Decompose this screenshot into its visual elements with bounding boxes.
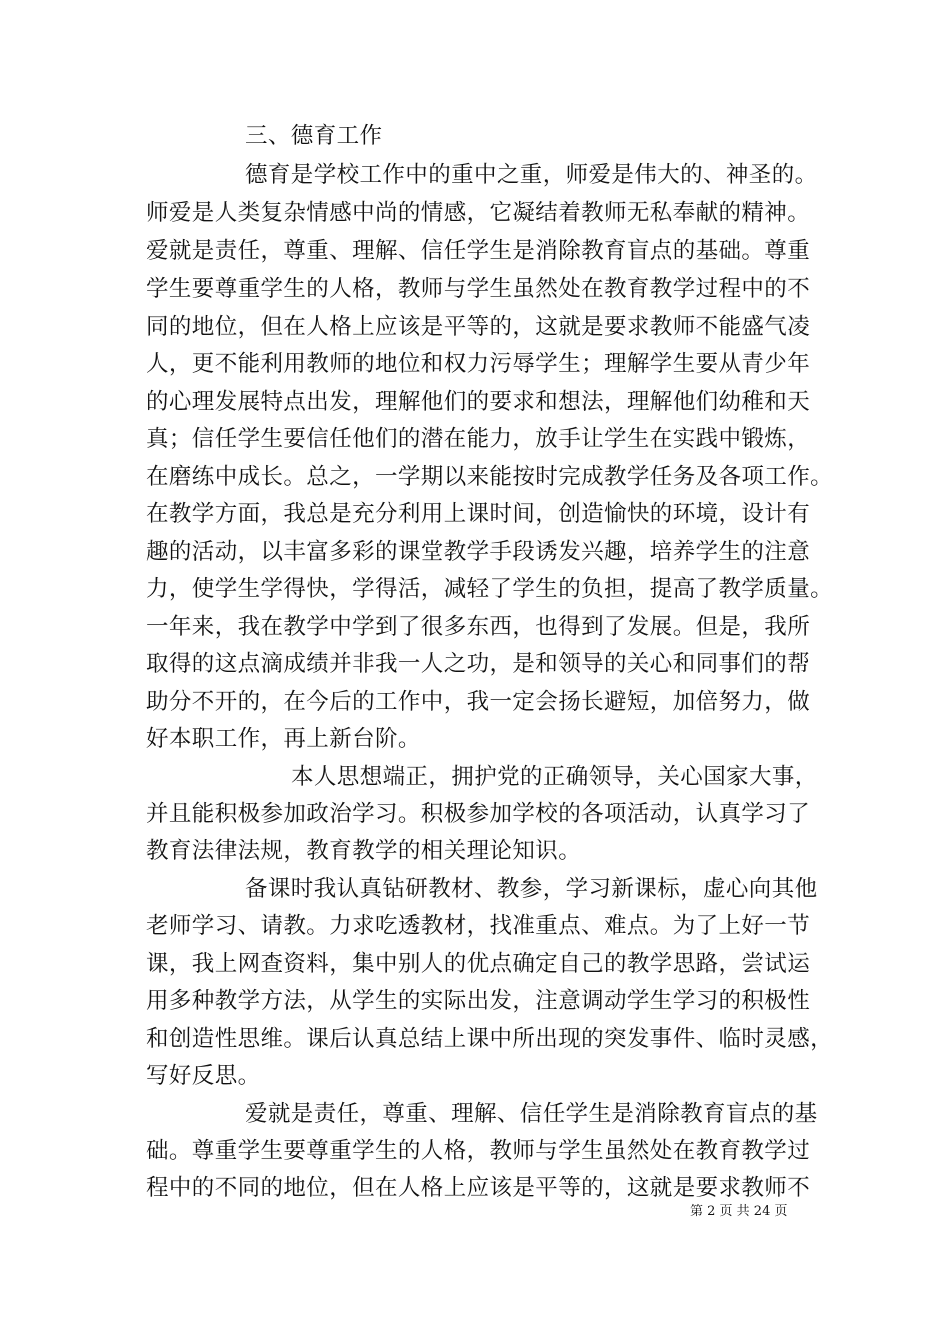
- paragraph-line: 教育法律法规，教育教学的相关理论知识。: [146, 838, 582, 864]
- paragraph-line: 同的地位，但在人格上应该是平等的，这就是要求教师不能盛气凌: [146, 314, 811, 340]
- paragraph-line: 在教学方面，我总是充分利用上课时间，创造愉快的环境，设计有: [146, 501, 811, 527]
- paragraph-line: 师爱是人类复杂情感中尚的情感，它凝结着教师无私奉献的精神。: [146, 200, 811, 226]
- paragraph-line: 老师学习、请教。力求吃透教材，找准重点、难点。为了上好一节: [146, 913, 811, 939]
- paragraph-line: 爱就是责任，尊重、理解、信任学生是消除教育盲点的基础。尊重: [146, 238, 811, 264]
- paragraph-line: 和创造性思维。课后认真总结上课中所出现的突发事件、临时灵感，: [146, 1026, 834, 1052]
- paragraph-line: 本人思想端正，拥护党的正确领导，关心国家大事，: [291, 764, 818, 790]
- paragraph-line: 好本职工作，再上新台阶。: [146, 726, 421, 752]
- paragraph-line: 备课时我认真钻研教材、教参，学习新课标，虚心向其他: [245, 876, 818, 902]
- paragraph-line: 并且能积极参加政治学习。积极参加学校的各项活动，认真学习了: [146, 801, 811, 827]
- paragraph-line: 真；信任学生要信任他们的潜在能力，放手让学生在实践中锻炼，: [146, 426, 811, 452]
- paragraph-line: 课，我上网查资料，集中别人的优点确定自己的教学思路，尝试运: [146, 951, 811, 977]
- paragraph-line: 础。尊重学生要尊重学生的人格，教师与学生虽然处在教育教学过: [146, 1138, 811, 1164]
- paragraph-line: 写好反思。: [146, 1063, 261, 1089]
- paragraph-line: 力，使学生学得快，学得活，减轻了学生的负担，提高了教学质量。: [146, 576, 834, 602]
- paragraph-line: 德育是学校工作中的重中之重，师爱是伟大的、神圣的。: [245, 162, 818, 188]
- paragraph-line: 取得的这点滴成绩并非我一人之功，是和领导的关心和同事们的帮: [146, 651, 811, 677]
- paragraph-line: 在磨练中成长。总之，一学期以来能按时完成教学任务及各项工作。: [146, 464, 834, 490]
- paragraph-line: 用多种教学方法，从学生的实际出发，注意调动学生学习的积极性: [146, 988, 811, 1014]
- paragraph-line: 助分不开的，在今后的工作中，我一定会扬长避短，加倍努力，做: [146, 689, 811, 715]
- paragraph-line: 趣的活动，以丰富多彩的课堂教学手段诱发兴趣，培养学生的注意: [146, 539, 811, 565]
- paragraph-line: 的心理发展特点出发，理解他们的要求和想法，理解他们幼稚和天: [146, 389, 811, 415]
- paragraph-line: 爱就是责任，尊重、理解、信任学生是消除教育盲点的基: [245, 1101, 818, 1127]
- paragraph-line: 学生要尊重学生的人格，教师与学生虽然处在教育教学过程中的不: [146, 276, 811, 302]
- section-heading: 三、德育工作: [245, 123, 383, 149]
- page-number: 第 2 页 共 24 页: [690, 1204, 788, 1219]
- paragraph-line: 程中的不同的地位，但在人格上应该是平等的，这就是要求教师不: [146, 1175, 811, 1201]
- paragraph-line: 一年来，我在教学中学到了很多东西，也得到了发展。但是，我所: [146, 614, 811, 640]
- paragraph-line: 人，更不能利用教师的地位和权力污辱学生；理解学生要从青少年: [146, 351, 811, 377]
